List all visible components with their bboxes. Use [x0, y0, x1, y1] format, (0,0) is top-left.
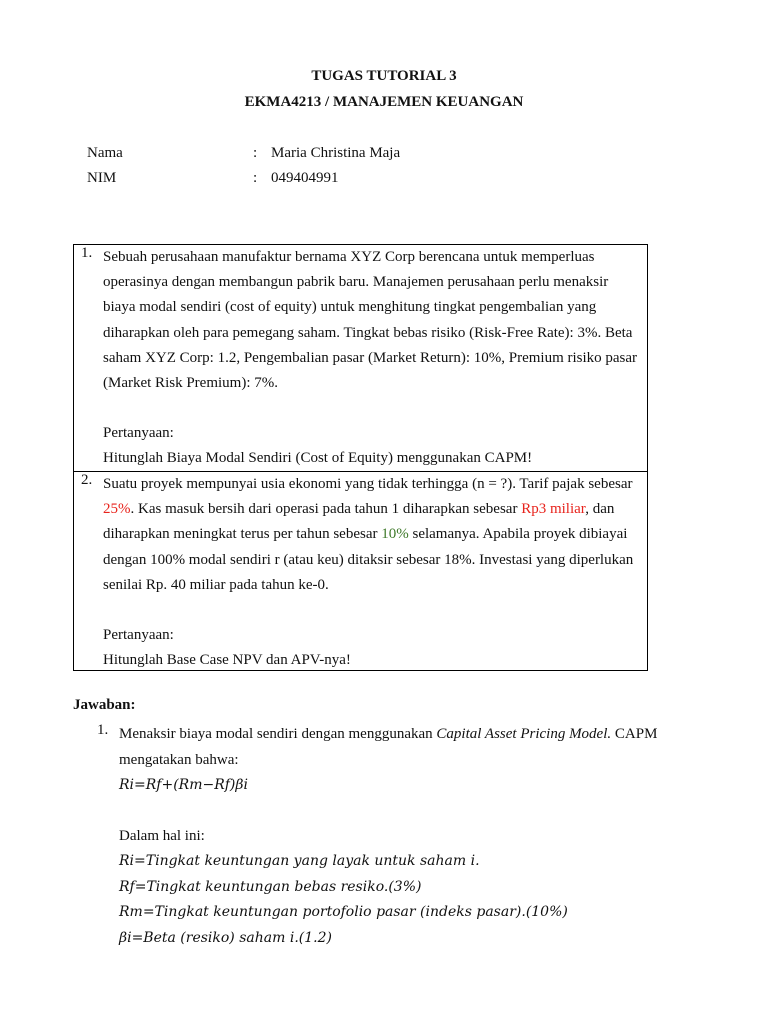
name-value: Maria Christina Maja: [271, 145, 401, 161]
definition-rm: Rm=Tingkat keuntungan portofolio pasar (indeks pasar).(10%): [119, 904, 568, 920]
question-text: Sebuah perusahaan manufaktur bernama XYZ Corp berencana untuk memperluas operasinya dengan membangun pabrik baru. Manajemen perusahaan perlu menaksir biaya modal sendiri (cost of equity) untuk menghitung tingkat pengembalian yang diharapkan oleh para pemegang saham. Tingkat bebas risiko (Risk-Free Rate): 3%. Beta saham XYZ Corp: 1.2, Pengembalian pasar (Market Return): 10%, Premium risiko pasar (Market Risk Premium): 7%.: [103, 249, 638, 392]
course-title: EKMA4213 / MANAJEMEN KEUANGAN: [244, 94, 524, 110]
question-number: 2.: [81, 472, 93, 488]
questions-table: [73, 244, 648, 671]
question-row-2: [74, 472, 647, 670]
name-colon: :: [253, 145, 258, 161]
answer-body: [119, 722, 689, 951]
nim-value: 049404991: [271, 170, 339, 186]
nim-label: NIM: [87, 170, 117, 186]
question-prompt: Hitunglah Base Case NPV dan APV-nya!: [103, 652, 351, 669]
context-label: Dalam hal ini:: [119, 827, 205, 844]
question-row-1: [74, 245, 647, 472]
question-number: 1.: [81, 245, 93, 261]
growth-rate-highlight: 10%: [381, 526, 409, 543]
capm-formula: Ri=Rf+(Rm−Rf)βi: [119, 777, 248, 793]
name-label: Nama: [87, 145, 123, 161]
model-name: Capital Asset Pricing Model.: [436, 726, 612, 742]
question-prompt: Hitunglah Biaya Modal Sendiri (Cost of Equity) menggunakan CAPM!: [103, 450, 533, 467]
document-title: TUGAS TUTORIAL 3: [311, 68, 457, 84]
definition-ri: Ri=Tingkat keuntungan yang layak untuk saham i.: [119, 853, 480, 869]
question-prompt-label: Pertanyaan:: [103, 425, 174, 442]
cash-flow-highlight: Rp3 miliar: [521, 501, 586, 518]
tax-rate-highlight: 25%: [103, 501, 131, 518]
nim-colon: :: [253, 170, 258, 186]
answer-heading: Jawaban:: [73, 697, 136, 713]
answer-number: 1.: [97, 722, 109, 738]
question-body: [103, 472, 643, 673]
definition-rf: Rf=Tingkat keuntungan bebas resiko.(3%): [119, 878, 422, 895]
question-prompt-label: Pertanyaan:: [103, 627, 174, 644]
question-body: [103, 245, 643, 472]
answer-intro: Menaksir biaya modal sendiri dengan menggunakan Capital Asset Pricing Model. CAPM mengatakan bahwa:: [119, 726, 658, 768]
question-text: Suatu proyek mempunyai usia ekonomi yang tidak terhingga (n = ?). Tarif pajak sebesar 25%. Kas masuk bersih dari operasi pada tahun 1 diharapkan sebesar Rp3 miliar, dan diharapkan meningkat terus per tahun sebesar 10% selamanya. Apabila proyek dibiayai dengan 100% modal sendiri r (atau keu) ditaksir sebesar 18%. Investasi yang diperlukan senilai Rp. 40 miliar pada tahun ke-0.: [103, 476, 634, 593]
definition-beta: βi=Beta (resiko) saham i.(1.2): [119, 929, 332, 946]
